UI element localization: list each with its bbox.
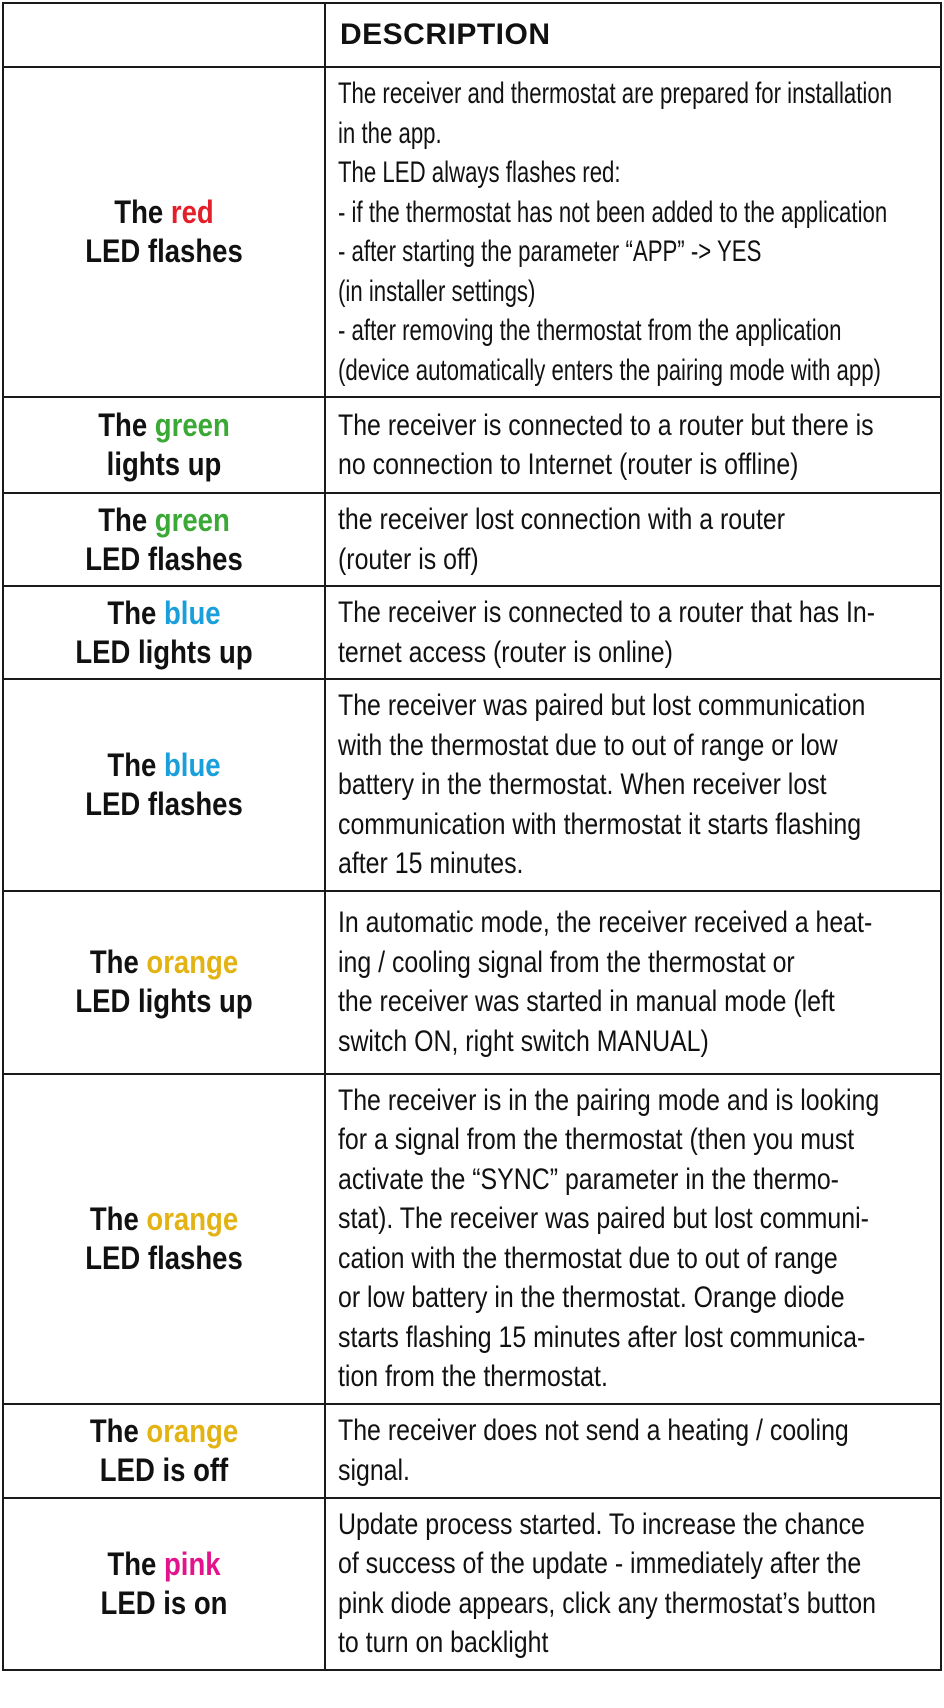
description-line: stat). The receiver was paired but lost communi- (338, 1202, 869, 1235)
description-line: The LED always flashes red: (338, 156, 621, 189)
description-cell (325, 1074, 941, 1404)
state-prefix: The (107, 746, 164, 783)
description-cell (325, 397, 941, 493)
led-status-table (2, 2, 942, 1671)
description-cell (325, 1404, 941, 1498)
table-row (3, 679, 941, 891)
led-state-cell (3, 679, 325, 891)
state-prefix: The (89, 1200, 147, 1237)
description-cell (325, 1498, 941, 1670)
led-state-line-2: lights up (106, 446, 222, 482)
description-line: battery in the thermostat. When receiver lost (338, 768, 827, 801)
state-prefix: The (107, 1545, 164, 1582)
led-color-word: blue (164, 746, 221, 783)
led-color-word: red (170, 194, 214, 230)
led-state-line-1 (26, 746, 301, 785)
led-color-word: green (154, 501, 230, 538)
description-line: The receiver is in the pairing mode and is looking (338, 1083, 880, 1117)
description-line: no connection to Internet (router is offline) (338, 448, 799, 481)
description-line: for a signal from the thermostat (then you must (338, 1123, 855, 1156)
led-color-word: blue (164, 594, 221, 631)
led-state-line-1 (26, 943, 301, 982)
description-line: - after removing the thermostat from the application (338, 314, 842, 347)
state-prefix: The (107, 594, 164, 631)
description-line: ing / cooling signal from the thermostat or (338, 945, 795, 979)
led-state-cell (3, 67, 325, 397)
table-row (3, 1404, 941, 1498)
led-color-word: orange (146, 1412, 239, 1449)
table-row (3, 891, 941, 1074)
description-cell (325, 493, 941, 586)
description-line: switch ON, right switch MANUAL) (338, 1024, 709, 1058)
description-line: starts flashing 15 minutes after lost communica- (338, 1320, 866, 1354)
description-line: The receiver is connected to a router that has In- (338, 596, 876, 629)
led-state-line-1 (26, 1200, 301, 1239)
description-line: with the thermostat due to out of range or low (338, 728, 838, 762)
table-row (3, 493, 941, 586)
description-line: The receiver and thermostat are prepared for installation (338, 77, 893, 110)
description-line: The receiver was paired but lost communication (338, 689, 866, 722)
table-header-row (3, 3, 941, 67)
description-line: (device automatically enters the pairing mode with app) (338, 353, 881, 387)
led-state-line-1 (26, 193, 301, 232)
led-state-line-2: LED flashes (85, 233, 243, 269)
description-line: The receiver does not send a heating / cooling (338, 1414, 849, 1447)
led-color-word: orange (146, 1200, 239, 1237)
led-color-word: orange (146, 944, 239, 980)
state-prefix: The (114, 194, 171, 230)
led-state-cell (3, 493, 325, 586)
led-state-cell (3, 1498, 325, 1670)
table-row (3, 1074, 941, 1404)
description-line: (in installer settings) (338, 274, 536, 308)
led-state-cell (3, 1404, 325, 1498)
led-state-cell (3, 1074, 325, 1404)
description-line: pink diode appears, click any thermostat’s button (338, 1586, 876, 1620)
description-line: to turn on backlight (338, 1626, 549, 1659)
description-line: the receiver was started in manual mode (left (338, 985, 835, 1018)
description-line: Update process started. To increase the chance (338, 1507, 865, 1541)
description-cell (325, 586, 941, 679)
led-state-line-1 (26, 501, 301, 540)
description-line: ternet access (router is online) (338, 635, 673, 669)
led-state-line-2: LED flashes (85, 1239, 243, 1276)
led-state-line-1 (26, 406, 301, 445)
description-line: activate the “SYNC” parameter in the thermo- (338, 1162, 839, 1196)
led-state-line-1 (26, 1412, 301, 1451)
led-state-line-2: LED lights up (75, 633, 253, 670)
led-color-word: pink (164, 1545, 221, 1582)
led-state-cell (3, 397, 325, 493)
description-cell (325, 67, 941, 397)
description-line: in the app. (338, 116, 442, 150)
led-state-cell (3, 586, 325, 679)
description-line: The receiver is connected to a router but there is (338, 408, 874, 442)
description-cell (325, 891, 941, 1074)
table-row (3, 397, 941, 493)
header-blank-cell (3, 3, 325, 67)
led-state-line-2: LED flashes (85, 785, 243, 822)
state-prefix: The (89, 944, 147, 980)
description-line: of success of the update - immediately after the (338, 1547, 862, 1580)
led-color-word: green (154, 407, 230, 443)
description-line: signal. (338, 1453, 410, 1487)
state-prefix: The (89, 1412, 147, 1449)
description-line: - after starting the parameter “APP” -> YES (338, 235, 762, 268)
led-state-line-2: LED is off (99, 1451, 229, 1488)
state-prefix: The (98, 407, 155, 443)
description-line: the receiver lost connection with a router (338, 503, 786, 536)
header-description: DESCRIPTION (325, 3, 941, 67)
led-state-line-2: LED flashes (85, 540, 243, 577)
description-line: cation with the thermostat due to out of range (338, 1241, 838, 1275)
description-line: or low battery in the thermostat. Orange diode (338, 1281, 845, 1314)
description-line: (router is off) (338, 542, 479, 576)
led-state-line-1 (26, 1545, 301, 1584)
description-line: - if the thermostat has not been added to the application (338, 195, 888, 229)
led-state-line-2: LED is on (100, 1584, 228, 1621)
led-state-line-1 (26, 594, 301, 633)
description-cell (325, 679, 941, 891)
table-row (3, 67, 941, 397)
description-line: after 15 minutes. (338, 847, 524, 880)
description-line: tion from the thermostat. (338, 1360, 608, 1393)
led-state-line-2: LED lights up (75, 983, 253, 1019)
table-row (3, 586, 941, 679)
description-line: communication with thermostat it starts flashing (338, 807, 862, 841)
description-line: In automatic mode, the receiver received a heat- (338, 906, 873, 939)
led-state-cell (3, 891, 325, 1074)
state-prefix: The (98, 501, 155, 538)
table-row (3, 1498, 941, 1670)
